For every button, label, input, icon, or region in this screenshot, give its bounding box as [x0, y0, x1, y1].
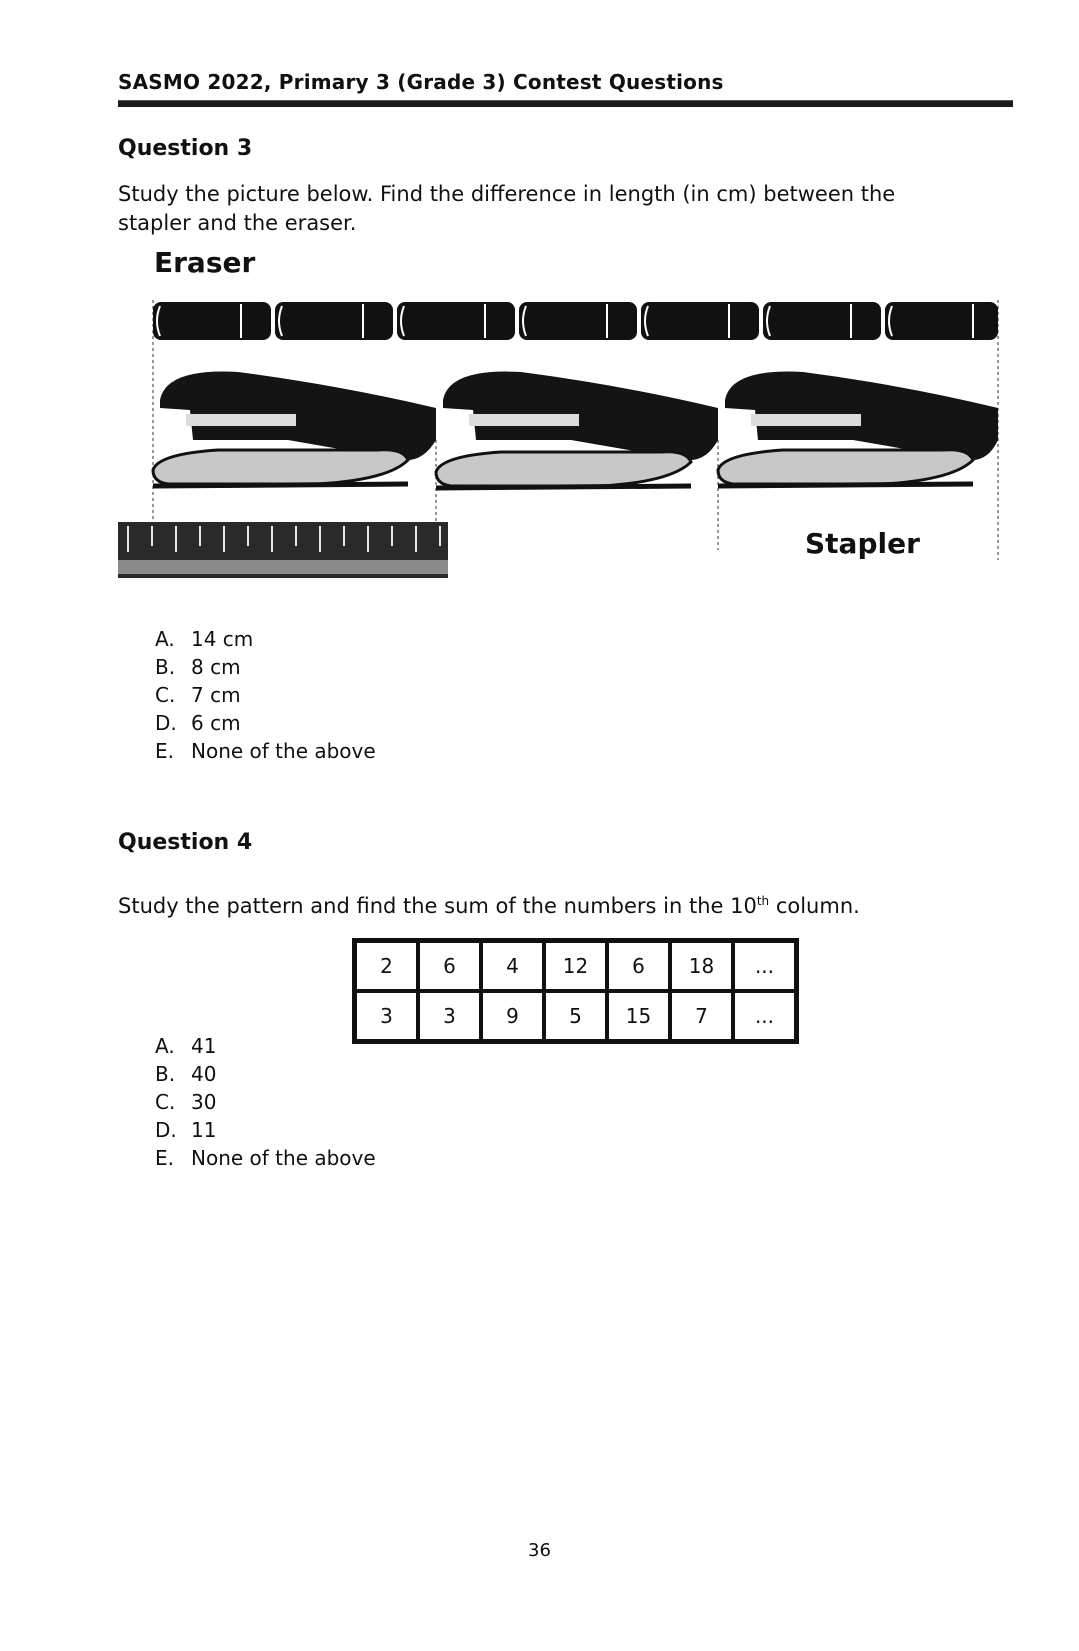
option-a[interactable]: A. 14 cm	[155, 627, 254, 651]
stapler-1	[153, 372, 436, 486]
table-cell: 5	[544, 991, 607, 1041]
pattern-table	[352, 938, 799, 1044]
table-cell: 18	[670, 941, 733, 991]
eraser-7	[885, 302, 998, 340]
table-cell: ...	[733, 941, 796, 991]
eraser-3	[397, 302, 515, 340]
question-4-options	[155, 1032, 376, 1172]
table-cell: 3	[355, 991, 418, 1041]
option-c[interactable]: C. 7 cm	[155, 683, 241, 707]
table-cell: 3	[418, 991, 481, 1041]
eraser-2	[275, 302, 393, 340]
table-cell: 7	[670, 991, 733, 1041]
option-e[interactable]: E. None of the above	[155, 739, 376, 763]
question-3-heading: Question 3	[118, 136, 253, 161]
page-header-title: SASMO 2022, Primary 3 (Grade 3) Contest Questions	[118, 70, 724, 94]
option-e[interactable]: E. None of the above	[155, 1146, 376, 1170]
table-cell: ...	[733, 991, 796, 1041]
eraser-4	[519, 302, 637, 340]
eraser-1	[153, 302, 271, 340]
stapler-3	[718, 372, 998, 486]
eraser-6	[763, 302, 881, 340]
table-cell: 15	[607, 991, 670, 1041]
table-cell: 4	[481, 941, 544, 991]
option-a[interactable]: A. 41	[155, 1034, 217, 1058]
table-row	[355, 941, 796, 991]
option-c[interactable]: C. 30	[155, 1090, 217, 1114]
option-d[interactable]: D. 11	[155, 1118, 217, 1142]
table-cell: 2	[355, 941, 418, 991]
page-number: 36	[528, 1540, 551, 1561]
question-3-options	[155, 625, 376, 765]
table-cell: 9	[481, 991, 544, 1041]
stapler-label: Stapler	[805, 527, 920, 560]
stapler-2	[436, 372, 718, 488]
table-cell: 6	[418, 941, 481, 991]
eraser-label: Eraser	[154, 246, 256, 279]
question-3-figure	[118, 290, 1008, 610]
header-divider	[118, 100, 1013, 107]
option-d[interactable]: D. 6 cm	[155, 711, 241, 735]
table-cell: 12	[544, 941, 607, 991]
table-row	[355, 991, 796, 1041]
eraser-5	[641, 302, 759, 340]
option-b[interactable]: B. 8 cm	[155, 655, 241, 679]
question-4-text: Study the pattern and find the sum of the numbers in the 10th column.	[118, 894, 860, 918]
option-b[interactable]: B. 40	[155, 1062, 217, 1086]
question-3-text: Study the picture below. Find the difference in length (in cm) between the stapler and the eraser.	[118, 182, 896, 235]
question-4-heading: Question 4	[118, 830, 253, 855]
ruler-image	[118, 522, 448, 578]
table-cell: 6	[607, 941, 670, 991]
